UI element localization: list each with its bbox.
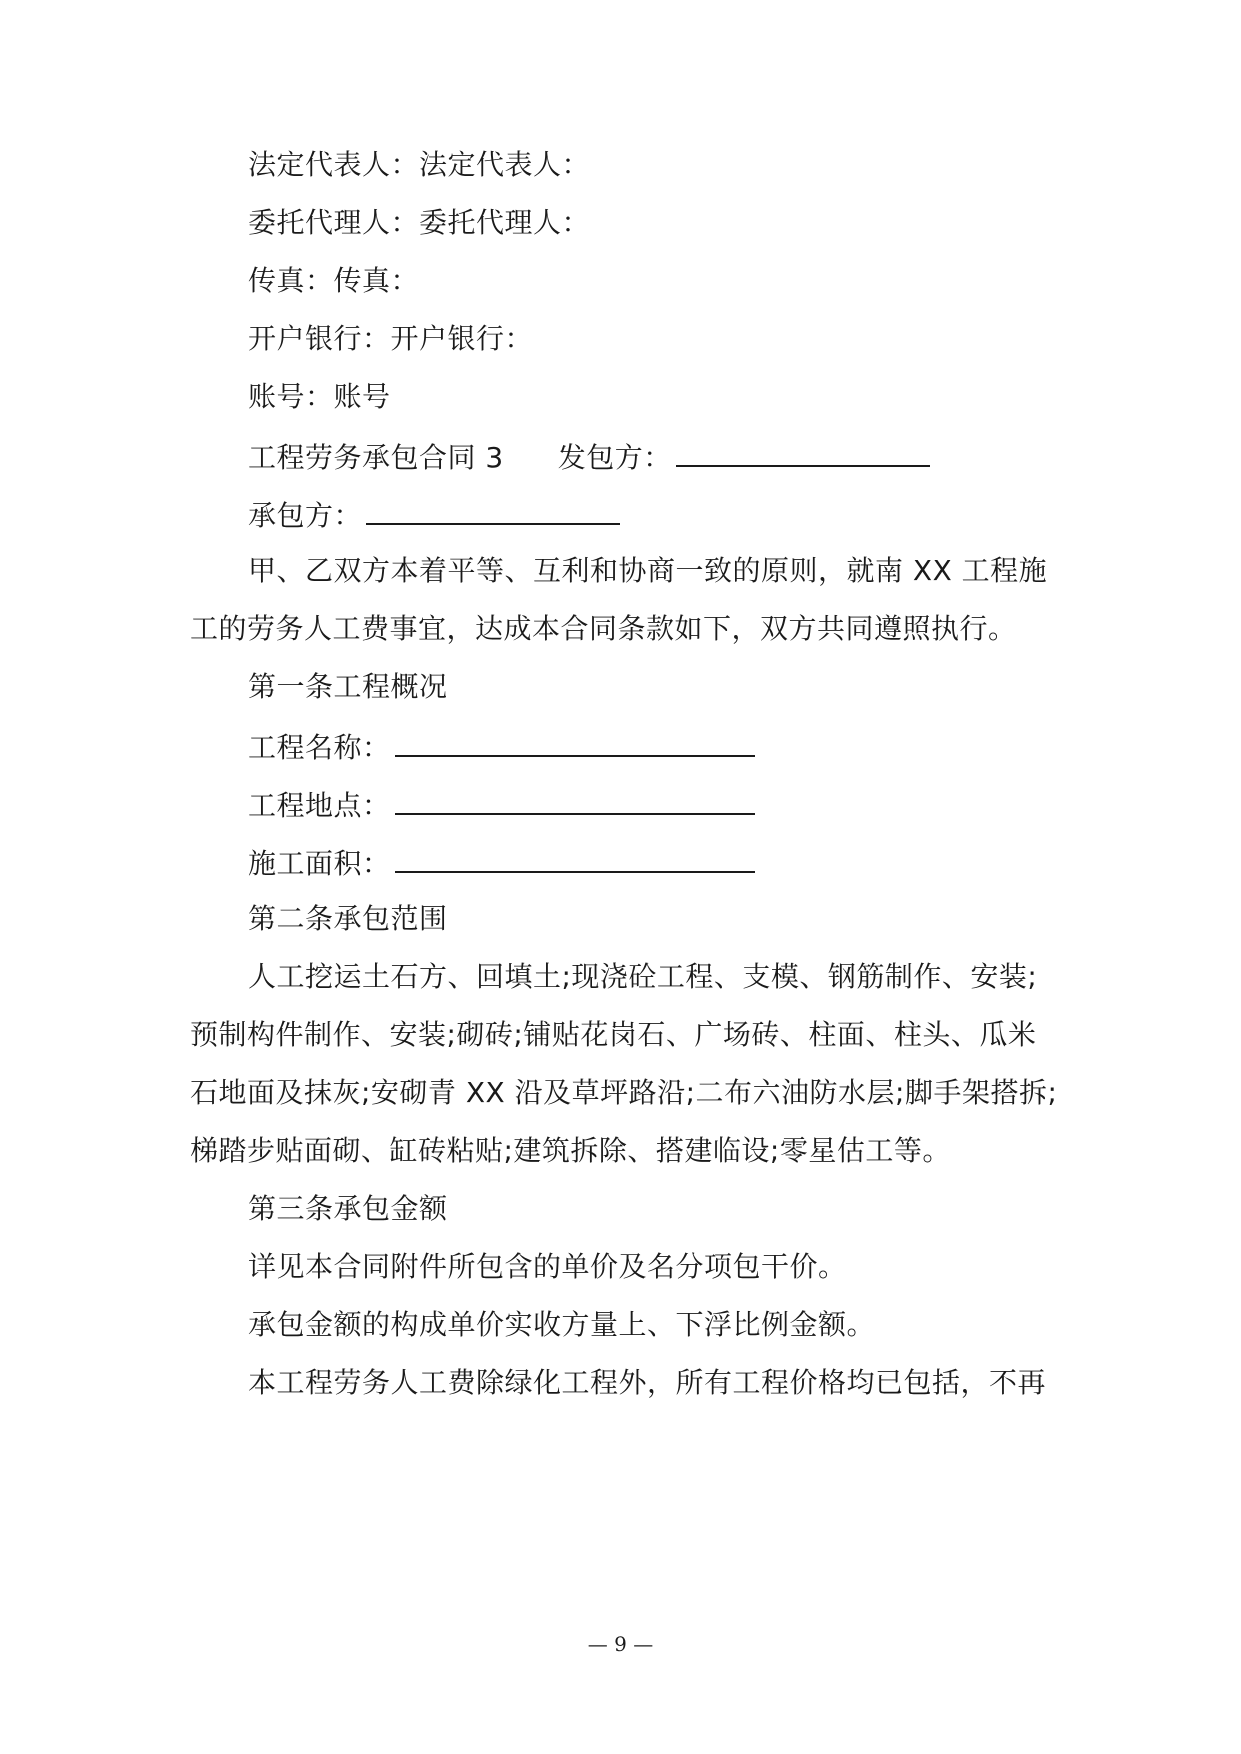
amount-line-1: 详见本合同附件所包含的单价及名分项包干价。 [248,1250,847,1283]
employer-blank [676,435,930,467]
contract-title-line [248,435,930,478]
scope-line-2: 预制构件制作、安装;砌砖;铺贴花岗石、广场砖、柱面、柱头、瓜米 [190,1018,1037,1051]
project-name-label: 工程名称： [248,731,391,764]
project-site-label: 工程地点： [248,789,391,822]
fax-line: 传真：传真： [248,264,420,297]
construction-area-label: 施工面积： [248,847,391,880]
page-number: — 9 — [587,1632,654,1656]
amount-line-3: 本工程劳务人工费除绿化工程外，所有工程价格均已包括，不再 [248,1366,1047,1399]
article-1-heading: 第一条工程概况 [248,670,448,703]
scope-line-3: 石地面及抹灰;安砌青 XX 沿及草坪路沿;二布六油防水层;脚手架搭拆; [190,1076,1058,1109]
project-site-line [248,783,755,826]
scope-line-1: 人工挖运土石方、回填土;现浇砼工程、支模、钢筋制作、安装; [248,960,1038,993]
project-site-blank [395,783,755,815]
account-line: 账号：账号 [248,380,391,413]
legal-rep-line: 法定代表人：法定代表人： [248,148,591,181]
construction-area-blank [395,841,755,873]
scope-line-4: 梯踏步贴面砌、缸砖粘贴;建筑拆除、搭建临设;零星估工等。 [190,1134,951,1167]
project-name-blank [395,725,755,757]
intro-line-1: 甲、乙双方本着平等、互利和协商一致的原则，就南 XX 工程施 [248,554,1048,587]
intro-line-2: 工的劳务人工费事宜，达成本合同条款如下，双方共同遵照执行。 [190,612,1017,645]
article-3-heading: 第三条承包金额 [248,1192,448,1225]
bank-line: 开户银行：开户银行： [248,322,534,355]
contractor-label: 承包方： [248,499,363,532]
contract-title: 工程劳务承包合同 3 [248,441,504,474]
amount-line-2: 承包金额的构成单价实收方量上、下浮比例金额。 [248,1308,876,1341]
contractor-line [248,493,620,536]
contractor-blank [366,493,620,525]
employer-label: 发包方： [557,441,672,474]
construction-area-line [248,841,755,884]
agent-line: 委托代理人：委托代理人： [248,206,591,239]
project-name-line [248,725,755,768]
article-2-heading: 第二条承包范围 [248,902,448,935]
